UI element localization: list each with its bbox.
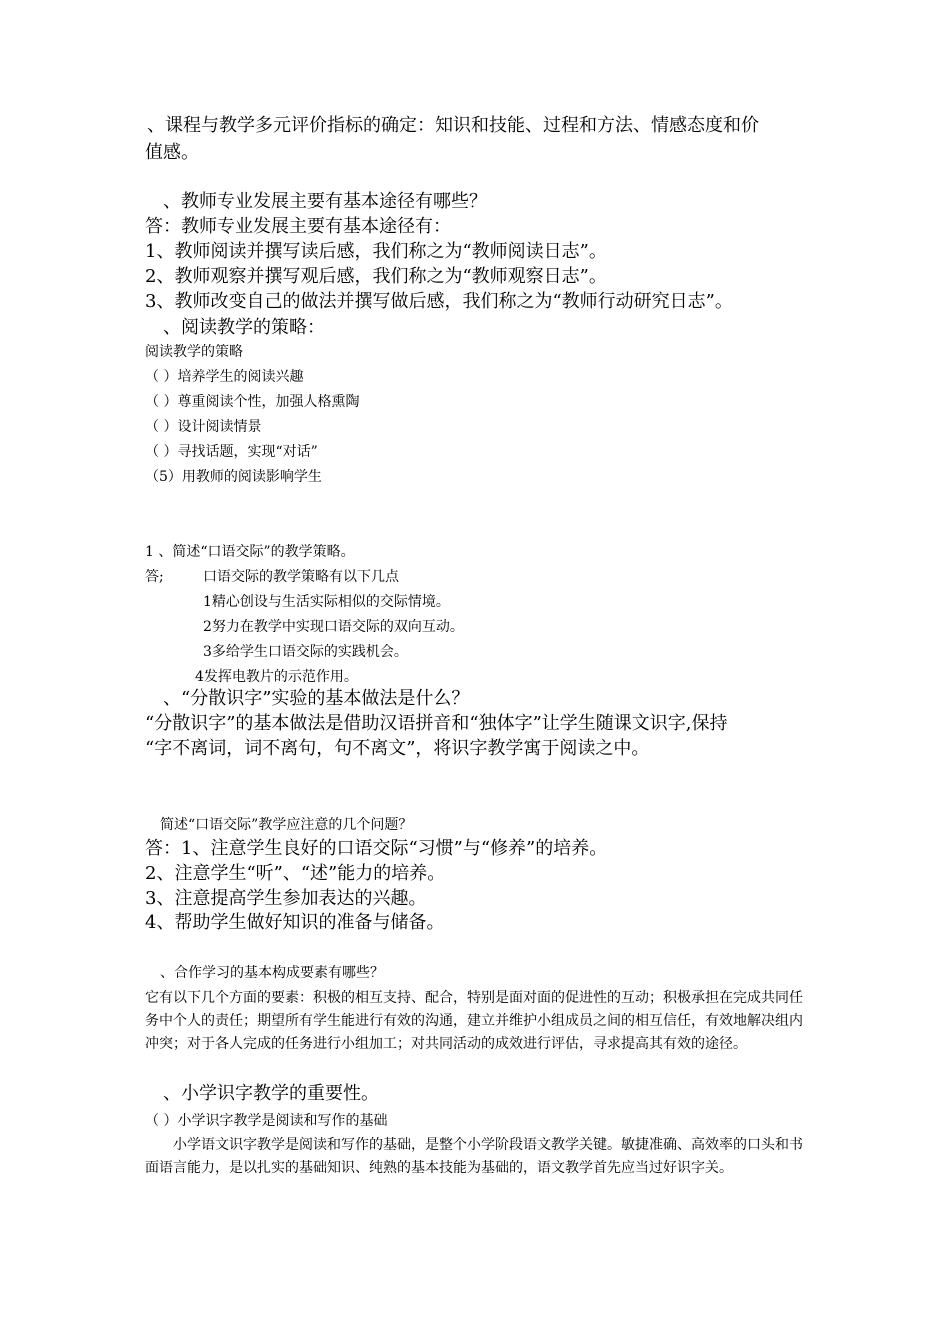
reading-strategy-item-2: （ ）尊重阅读个性，加强人格熏陶 <box>145 394 360 410</box>
literacy-importance-subheading: （ ）小学识字教学是阅读和写作的基础 <box>145 1113 388 1129</box>
scattered-literacy-answer-line-2: “字不离词，词不离句，句不离文”，将识字教学寓于阅读之中。 <box>145 738 650 759</box>
oral-strategy-item-4: 4发挥电教片的示范作用。 <box>195 669 358 685</box>
evaluation-indicator-line-1: 、课程与教学多元评价指标的确定：知识和技能、过程和方法、情感态度和价 <box>147 115 759 136</box>
reading-strategy-heading: 、阅读教学的策略： <box>163 317 325 338</box>
cooperative-learning-question: 、合作学习的基本构成要素有哪些？ <box>160 965 384 981</box>
oral-issues-item-1: 答：1、注意学生良好的口语交际“习惯”与“修养”的培养。 <box>145 838 608 859</box>
literacy-importance-heading: 、小学识字教学的重要性。 <box>163 1083 379 1104</box>
evaluation-indicator-line-2: 值感。 <box>145 142 199 163</box>
oral-strategy-item-1: 1精心创设与生活实际相似的交际情境。 <box>203 594 450 610</box>
reading-strategy-item-3: （ ）设计阅读情景 <box>145 419 262 435</box>
teacher-development-item-1: 1、教师阅读并撰写读后感，我们称之为“教师阅读日志”。 <box>145 241 607 262</box>
reading-strategy-item-1: （ ）培养学生的阅读兴趣 <box>145 369 304 385</box>
teacher-development-answer: 答：教师专业发展主要有基本途径有： <box>145 216 451 237</box>
reading-strategy-subtitle: 阅读教学的策略 <box>145 344 243 360</box>
teacher-development-item-3: 3、教师改变自己的做法并撰写做后感，我们称之为“教师行动研究日志”。 <box>145 291 733 312</box>
oral-strategy-answer-text: 口语交际的教学策略有以下几点 <box>203 569 399 585</box>
reading-strategy-item-4: （ ）寻找话题，实现“对话” <box>145 444 318 460</box>
oral-issues-item-3: 3、注意提高学生参加表达的兴趣。 <box>145 888 427 909</box>
teacher-development-question: 、教师专业发展主要有基本途径有哪些？ <box>163 191 487 212</box>
oral-strategy-item-2: 2努力在教学中实现口语交际的双向互动。 <box>203 619 464 635</box>
cooperative-learning-paragraph: 它有以下几个方面的要素：积极的相互支持、配合，特别是面对面的促进性的互动；积极承担在完成共同任务中个人的责任；期望所有学生能进行有效的沟通，建立并维护小组成员之间的相互信任，有效地解决组内冲突；对于各人完成的任务进行小组加工；对共同活动的成效进行评估，寻求提高其有效的途径。 <box>145 990 803 1052</box>
oral-issues-question: 简述“口语交际”教学应注意的几个问题？ <box>160 817 413 833</box>
oral-strategy-answer-label: 答; <box>145 569 164 585</box>
scattered-literacy-answer-line-1: “分散识字”的基本做法是借助汉语拼音和“独体字”让学生随课文识字,保持 <box>145 713 728 734</box>
oral-issues-item-4: 4、帮助学生做好知识的准备与储备。 <box>145 912 445 933</box>
oral-strategy-item-3: 3多给学生口语交际的实践机会。 <box>203 644 408 660</box>
oral-strategy-question: 1 、简述“口语交际”的教学策略。 <box>145 544 355 560</box>
reading-strategy-item-5: （5）用教师的阅读影响学生 <box>145 469 322 485</box>
oral-issues-item-2: 2、注意学生“听”、“述”能力的培养。 <box>145 863 446 884</box>
teacher-development-item-2: 2、教师观察并撰写观后感，我们称之为“教师观察日志”。 <box>145 266 607 287</box>
literacy-importance-paragraph: 小学语文识字教学是阅读和写作的基础，是整个小学阶段语文教学关键。敏捷准确、高效率的口头和书面语言能力，是以扎实的基础知识、纯熟的基本技能为基础的，语文教学首先应当过好识字关。 <box>145 1137 803 1176</box>
scattered-literacy-question: 、“分散识字”实验的基本做法是什么？ <box>163 688 470 709</box>
